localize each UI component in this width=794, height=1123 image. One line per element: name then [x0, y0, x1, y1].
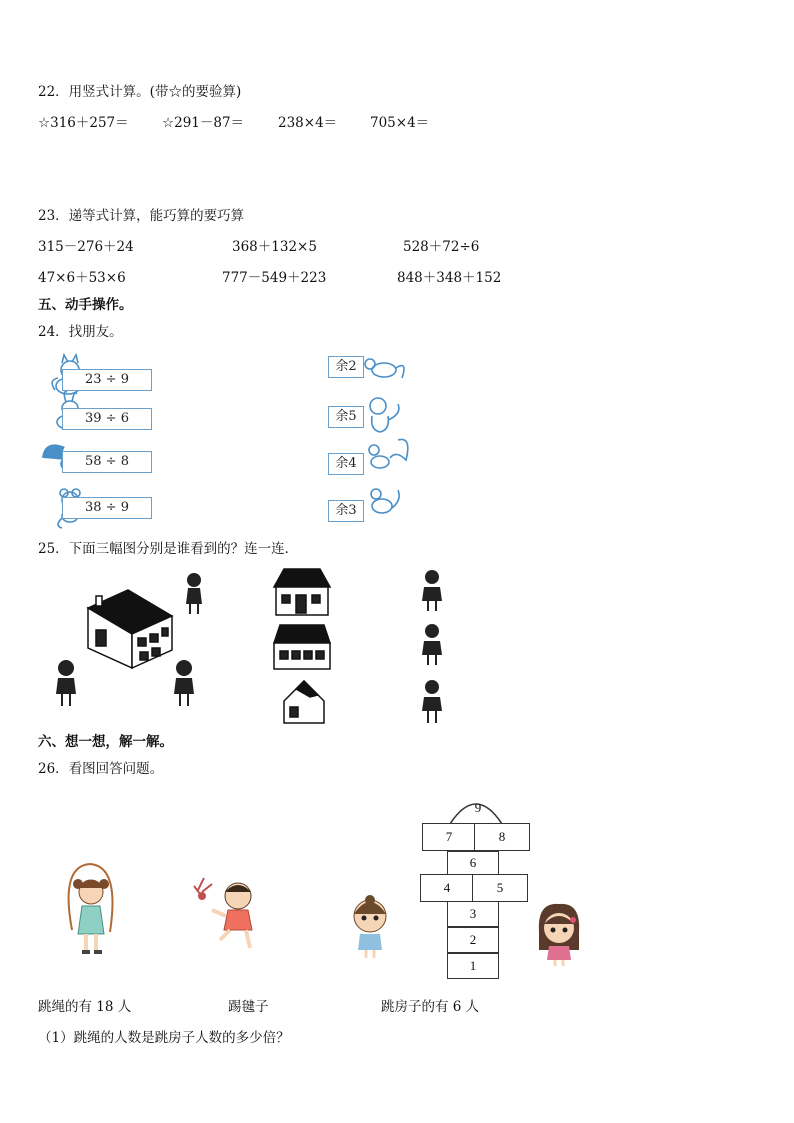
q24-card-right-1[interactable]: 余2: [328, 356, 364, 378]
hopscotch-cell-8: 8: [474, 823, 530, 851]
jump-rope-girl-icon: [62, 862, 122, 960]
hopscotch-cell-1: 1: [447, 953, 499, 979]
girl-icon: [422, 570, 442, 611]
q26-label-hopscotch: 跳房子的有 6 人: [381, 999, 480, 1015]
q24-card-left-3[interactable]: 58 ÷ 8: [62, 451, 152, 473]
hopscotch-cell-5: 5: [472, 874, 528, 902]
q24-card-left-2[interactable]: 39 ÷ 6: [62, 408, 152, 430]
section-6-title: 六、想一想，解一解。: [38, 734, 173, 750]
squirrel-icon: [369, 439, 408, 468]
q23-expr-3: 528＋72÷6: [403, 239, 480, 255]
q26-sub-question-1: （1）跳绳的人数是跳房子人数的多少倍？: [38, 1030, 290, 1046]
q23-expr-5: 777－549＋223: [222, 270, 327, 286]
q23-expr-2: 368＋132×5: [232, 239, 317, 255]
girl-icon: [174, 660, 194, 706]
q25-house-views: [268, 565, 336, 727]
q24-card-left-1[interactable]: 23 ÷ 9: [62, 369, 152, 391]
hopscotch-cell-4: 4: [420, 874, 474, 902]
girl-icon: [56, 660, 76, 706]
q25-scene: [40, 568, 220, 713]
q23-title: 23．递等式计算，能巧算的要巧算: [38, 208, 245, 224]
q22-item-3: 238×4＝: [278, 115, 338, 131]
q22-title: 22．用竖式计算。(带☆的要验算): [38, 84, 242, 100]
monkey-icon: [370, 398, 399, 432]
q24-title: 24．找朋友。: [38, 324, 123, 340]
hopscotch-girl-left-icon: [346, 894, 396, 960]
cat-icon: [365, 359, 404, 378]
hopscotch-cell-9: 9: [474, 800, 482, 815]
hopscotch-cell-3: 3: [447, 901, 499, 927]
house-side-icon: [274, 625, 330, 669]
q23-expr-6: 848＋348＋152: [397, 270, 502, 286]
girl-icon: [186, 573, 202, 614]
q25-girls-column: [410, 565, 454, 727]
mouse-icon: [371, 489, 399, 513]
section-5-title: 五、动手操作。: [38, 297, 133, 313]
hopscotch-cell-2: 2: [447, 927, 499, 953]
q22-item-1: ☆316＋257＝: [38, 115, 129, 131]
q24-card-right-3[interactable]: 余4: [328, 453, 364, 475]
q24-right-animals: [362, 350, 422, 530]
girl-icon: [422, 624, 442, 665]
house-front-icon: [274, 569, 330, 615]
q24-card-right-4[interactable]: 余3: [328, 500, 364, 522]
hopscotch-girl-right-icon: [533, 902, 585, 966]
q23-expr-1: 315－276＋24: [38, 239, 134, 255]
hopscotch-cell-7: 7: [422, 823, 476, 851]
q23-expr-4: 47×6＋53×6: [38, 270, 126, 286]
q26-label-jump-rope: 跳绳的有 18 人: [38, 999, 132, 1015]
q24-card-right-2[interactable]: 余5: [328, 406, 364, 428]
q25-title: 25．下面三幅图分别是谁看到的？连一连．: [38, 541, 299, 557]
house-gable-icon: [284, 681, 324, 723]
hopscotch-cell-6: 6: [447, 851, 499, 875]
q24-card-left-4[interactable]: 38 ÷ 9: [62, 497, 152, 519]
shuttlecock-girl-icon: [190, 876, 270, 956]
house-icon: [88, 590, 172, 668]
q22-item-2: ☆291－87＝: [162, 115, 245, 131]
girl-icon: [422, 680, 442, 723]
q26-title: 26．看图回答问题。: [38, 761, 164, 777]
q26-label-shuttlecock: 踢毽子: [228, 999, 269, 1015]
q22-item-4: 705×4＝: [370, 115, 430, 131]
